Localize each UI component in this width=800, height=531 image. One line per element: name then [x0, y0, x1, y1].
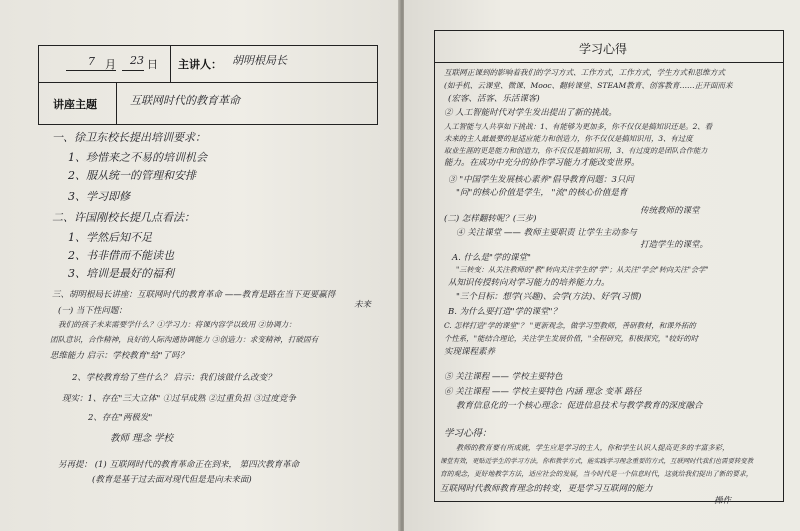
reflection-line: ③ "中国学生发展核心素养"倡导教育问题：3只问	[448, 175, 634, 185]
date-month-unit: 月	[105, 58, 116, 71]
reflection-line: 实现课程素养	[444, 347, 496, 357]
reflection-line: ⑥ 关注课程 —— 学校主要特色 内涵 理念 变革 路径	[444, 387, 642, 397]
reflection-line: 教育信息化的一个核心理念：促进信息技术与教学教育的深度融合	[456, 401, 703, 411]
note-line: 我们的孩子未来需要学什么？①学习力：将课内容学以致用 ②协调力：	[58, 320, 296, 329]
reflection-line: C. 怎样打造"学的课堂"？ "更新观念，做学习型教师，善研教材，和课外拓的	[444, 321, 696, 330]
note-line: 2、学校教育给了些什么？ 启示：我们该做什么改变？	[72, 373, 276, 383]
note-line: (一) 当下性问题：	[58, 306, 127, 316]
date-day: 23	[130, 54, 144, 67]
reflection-line: 互联网正课到的影响着我们的学习方式、工作方式，工作方式，学生方式和思维方式	[444, 68, 725, 77]
note-line: (教育是基于过去面对现代但是是向未来面)	[92, 475, 252, 485]
reflection-line: "三个目标：想学(兴趣)、会学(方法)、好学(习惯)	[456, 292, 642, 302]
note-line: 3、学习即修	[68, 190, 130, 203]
note-line: 团队意识，合作精神，良好的人际沟通协调能力 ③创造力：求变精神，打破固有	[50, 335, 319, 344]
reflection-line: 个性系，"能结合理论，关注学生发展价值，"全程研究，积极探究，"较好的时	[444, 334, 699, 343]
reflection-title-divider	[434, 62, 783, 63]
reflection-line: 未来的主人最最要的是适应能力和创造力，你不仅仅是搞知识用，3、有过度	[444, 134, 693, 143]
note-line: 三、胡明根局长讲座：互联网时代的教育革命 ——教育是路在当下更要赢得	[52, 290, 336, 300]
reflection-title: 学习心得	[579, 42, 628, 56]
signature: 操作	[714, 496, 732, 506]
note-line: 2、存在"两极发"	[88, 413, 153, 423]
reflection-line: 传统教师的课堂	[640, 206, 700, 216]
date-day-underline	[122, 70, 144, 71]
reflection-line: 人工智能与人共享如下挑战：1、有能够为更加多，你不仅仅是搞知识还是。2、看	[444, 122, 713, 131]
note-line: 另再提： (1) 互联网时代的教育革命正在到来， 第四次教育革命	[58, 460, 300, 470]
note-line: 1、珍惜来之不易的培训机会	[68, 151, 207, 164]
reflection-line: A. 什么是"学的课堂"	[452, 253, 531, 263]
reflection-line: 教师的教育要有所成就，学生应是学习的主人，你和学生认识人提高更多的丰富多彩，	[456, 443, 730, 452]
reflection-line: (二) 怎样翻转呢？(三步)	[444, 214, 537, 224]
topic-col-divider	[116, 82, 117, 124]
reflection-line: 互联网时代教师教育理念的转变，更是学习互联网的能力	[440, 484, 653, 494]
note-line: 一、徐卫东校长提出培训要求：	[52, 131, 206, 144]
reflection-line: ② 人工智能时代对学生发出提出了新的挑战。	[444, 108, 617, 118]
reflection-line: 打造学生的课堂。	[640, 240, 709, 250]
speaker-label: 主讲人：	[178, 58, 222, 71]
speaker-value: 胡明根局长	[232, 54, 287, 67]
reflection-line: "三转变：从关注教师的"教"转向关注学生的"学"；从关注"学会"转向关注"会学"	[456, 265, 709, 274]
topic-value: 互联网时代的教育革命	[130, 94, 240, 107]
date-month: 7	[88, 55, 95, 68]
right-notebook-page	[404, 0, 800, 531]
note-line: 教师 理念 学校	[110, 433, 174, 444]
reflection-line: (宏客、活客、乐活课客)	[448, 94, 540, 104]
date-day-unit: 日	[147, 58, 158, 71]
reflection-line: 课堂有效，更贴近学生的学习方法，你和教学方式，能实践学习理念重要的方式，互联网时代我们也需要转变教	[440, 457, 754, 465]
note-line: 2、服从统一的管理和安排	[68, 169, 196, 182]
reflection-line: 育的观念，更好地教学方法，适应社会的发展，当今时代是一个信息时代，这就给我们提出了新的要求，	[440, 470, 753, 478]
reflection-line: ⑤ 关注课程 —— 学校主要特色	[444, 372, 563, 382]
note-line: 1、学然后知不足	[68, 231, 152, 244]
reflection-line: "问"的核心价值是学生， "流"的核心价值是育	[456, 188, 628, 198]
note-line: 思维能力 启示：学校教育"给"了吗？	[50, 351, 189, 361]
header-col-divider	[170, 45, 171, 83]
reflection-line: 学习心得：	[444, 428, 492, 439]
reflection-line: B. 为什么要打造"学的课堂"？	[448, 307, 561, 317]
note-line: 2、书非借而不能读也	[68, 249, 174, 262]
reflection-line: 取业生涯的更是能力和创造力，你不仅仅是搞知识用，3、有过度的是团队合作能力	[444, 146, 708, 155]
note-line: 二、许国刚校长提几点看法：	[52, 211, 195, 224]
note-line: 现实：1、存在"三大立体" ①过早成熟 ②过重负担 ③过度竞争	[62, 394, 296, 404]
reflection-line: ④ 关注课堂 —— 教师主要职责 让学生主动参与	[456, 228, 637, 238]
topic-label: 讲座主题	[53, 98, 97, 111]
note-line: 3、培训是最好的福利	[68, 267, 174, 280]
reflection-line: 能力。在成功中充分的协作学习能力才能改变世界。	[444, 158, 640, 168]
reflection-line: (如手机、云课堂、微课、Mooc、翻转课堂、STEAM教育、创客教育……正开面而来	[444, 81, 733, 90]
note-line: 未来	[354, 300, 372, 310]
header-divider	[38, 82, 377, 83]
reflection-line: 从知识传授转向对学习能力的培养能力力。	[448, 278, 610, 288]
